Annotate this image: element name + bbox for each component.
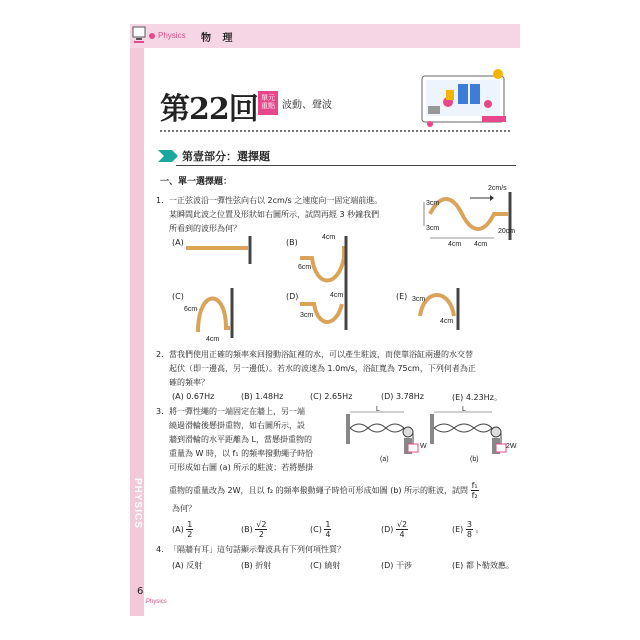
q1-amp-bottom-label: 3cm [426, 225, 440, 232]
q3-line-2: 繞過滑輪後懸掛重物，如右圖所示，設 [169, 421, 305, 430]
q1-option-a-figure [186, 236, 258, 266]
q3-ratio-den: f₂ [471, 491, 478, 500]
q3-ratio [471, 481, 479, 500]
q3-option-c-den: 4 [325, 530, 331, 539]
section-title-text: 第壹部分：選擇題 [182, 150, 270, 163]
q1-option-e-figure [410, 288, 470, 332]
q1-width1-label: 4cm [448, 241, 462, 248]
q3-weight-b: 2W [506, 443, 517, 450]
chapter-topic: 波動、聲波 [282, 100, 332, 111]
q2-option-a[interactable]: (A) 0.67Hz [172, 392, 215, 401]
header-subject: 物 理 [201, 33, 237, 44]
q3-option-b-frac [255, 520, 267, 539]
q1-option-d[interactable]: (D) [286, 292, 299, 301]
q3-option-e-label: (E) [452, 525, 464, 534]
q1-option-b[interactable]: (B) [286, 238, 298, 247]
q1-end-label: 20cm [498, 228, 516, 235]
q3-caption-b: (b) [470, 456, 479, 463]
page-number: 6 [137, 586, 144, 597]
q4-option-e[interactable]: (E) 都卜勒效應。 [452, 561, 514, 570]
q2-option-c[interactable]: (C) 2.65Hz [310, 392, 353, 401]
q3-ratio-num: f₁ [471, 481, 478, 490]
section-arrow-icon [158, 148, 178, 162]
q3-option-a-frac [186, 520, 193, 539]
q3-option-c-frac [324, 520, 331, 539]
q2-option-e[interactable]: (E) 4.23Hz。 [452, 393, 502, 402]
q4-option-a[interactable]: (A) 反射 [172, 561, 203, 570]
q3-line-4: 重量為 W 時，以 f₁ 的頻率撥動繩子時恰 [169, 449, 314, 458]
q1-option-e-dim-width: 4cm [440, 318, 454, 325]
q1-option-c-figure [186, 288, 246, 340]
q3-option-a-label: (A) [172, 525, 184, 534]
q3-option-a-den: 2 [187, 530, 193, 539]
q1-option-d-dim-height: 3cm [300, 312, 314, 319]
monitor-icon [132, 26, 146, 44]
q3-option-d[interactable] [381, 520, 408, 539]
q2-option-b[interactable]: (B) 1.48Hz [241, 392, 284, 401]
q3-option-d-frac [396, 520, 408, 539]
q3-line-6 [169, 481, 479, 500]
q3-line-1: 將一彈性繩的一端固定在牆上，另一端 [169, 407, 305, 416]
q3-option-c-label: (C) [310, 525, 322, 534]
q1-speed-label: 2cm/s [488, 185, 507, 192]
q3-option-e[interactable] [452, 520, 483, 539]
q3-L-b: L [462, 406, 466, 413]
q3-number: 3. [156, 407, 164, 416]
q1-width2-label: 4cm [474, 241, 488, 248]
q1-option-e-dim-height: 3cm [412, 296, 426, 303]
q1-line-2: 某瞬間此波之位置及形狀如右圖所示，試問再經 3 秒鐘我們 [169, 210, 380, 219]
q3-figure-b [430, 408, 514, 458]
lab-illustration [418, 66, 514, 126]
q3-option-e-num: 3 [466, 520, 472, 529]
header-physics-label: Physics [158, 31, 186, 40]
q3-option-b[interactable] [241, 520, 267, 539]
q1-line-3: 所看到的波形為何？ [169, 224, 241, 233]
q4-option-b[interactable]: (B) 折射 [241, 561, 272, 570]
q2-line-1: 當我們使用正確的頻率來回撥動浴缸裡的水，可以產生駐波，而使靠浴缸兩邊的水交替 [169, 350, 473, 359]
q2-option-d[interactable]: (D) 3.78Hz [381, 392, 424, 401]
q3-option-a-num: 1 [187, 520, 193, 529]
q4-option-c[interactable]: (C) 繞射 [310, 561, 341, 570]
q1-number: 1. [156, 196, 164, 205]
q1-option-c[interactable]: (C) [172, 292, 184, 301]
q1-option-d-dim-width: 4cm [330, 292, 344, 299]
q3-caption-a: (a) [380, 456, 389, 463]
unit-badge: 單元重點 [258, 91, 278, 115]
q3-line-3: 牆到滑輪的水平距離為 L，當懸掛重物的 [169, 435, 312, 444]
q3-option-d-den: 4 [399, 530, 405, 539]
footer-physics-label: Physics [146, 599, 167, 605]
header-band [130, 24, 520, 48]
q1-option-e[interactable]: (E) [396, 292, 408, 301]
q3-option-e-frac [466, 520, 473, 539]
section-title [182, 148, 270, 164]
q1-option-c-dim-width: 4cm [206, 336, 220, 343]
q3-option-e-den: 8 [466, 530, 472, 539]
q3-weight-a: W [420, 443, 427, 450]
q3-option-c-num: 1 [325, 520, 331, 529]
q3-L-a: L [376, 406, 380, 413]
title-divider [160, 130, 510, 132]
q1-option-b-dim-width: 4cm [322, 234, 336, 241]
q1-amp-top-label: 3cm [426, 200, 440, 207]
q1-line-1: 一正弦波沿一彈性弦向右以 2cm/s 之速度向一固定端前進。 [169, 196, 383, 205]
subsection-title: 一、單一選擇題： [160, 177, 233, 187]
header-arrow-icon [148, 32, 156, 40]
q3-line-7: 為何？ [172, 504, 196, 513]
q3-line-6-text: 重物的重量改為 2W，且以 f₂ 的頻率撥動繩子時恰可形成如圖 (b) 所示的駐波，試問 [169, 486, 469, 495]
q4-option-d[interactable]: (D) 干涉 [381, 561, 412, 570]
q1-option-b-dim-height: 6cm [298, 264, 312, 271]
q3-option-b-label: (B) [241, 525, 253, 534]
q3-option-d-num: √2 [396, 520, 408, 529]
q1-option-a[interactable]: (A) [172, 238, 184, 247]
q1-option-c-dim-height: 6cm [184, 306, 198, 313]
q2-number: 2. [156, 350, 164, 359]
q3-option-a[interactable] [172, 520, 193, 539]
q4-number: 4. [156, 545, 164, 554]
side-tab-physics: PHYSICS [132, 478, 143, 529]
q4-line: 「隔牆有耳」這句話顯示聲波具有下列何項性質？ [169, 545, 345, 554]
chapter-title: 第22回 [160, 92, 258, 127]
q3-option-e-tail: 。 [475, 525, 484, 534]
q3-option-b-den: 2 [258, 530, 264, 539]
q3-option-b-num: √2 [256, 520, 267, 529]
q2-line-3: 確的頻率？ [169, 378, 209, 387]
section-rule [176, 165, 516, 166]
q2-line-2: 起伏（即一邊高，另一邊低）。若水的波速為 1.0m/s，浴缸寬為 75cm，下列何者為正 [169, 364, 476, 373]
q1-wave-figure [420, 186, 516, 250]
q3-figure-a [346, 408, 426, 458]
q3-line-5: 可形成如右圖 (a) 所示的駐波；若將懸掛 [169, 463, 314, 472]
q3-option-c[interactable] [310, 520, 331, 539]
q3-option-d-label: (D) [381, 525, 394, 534]
